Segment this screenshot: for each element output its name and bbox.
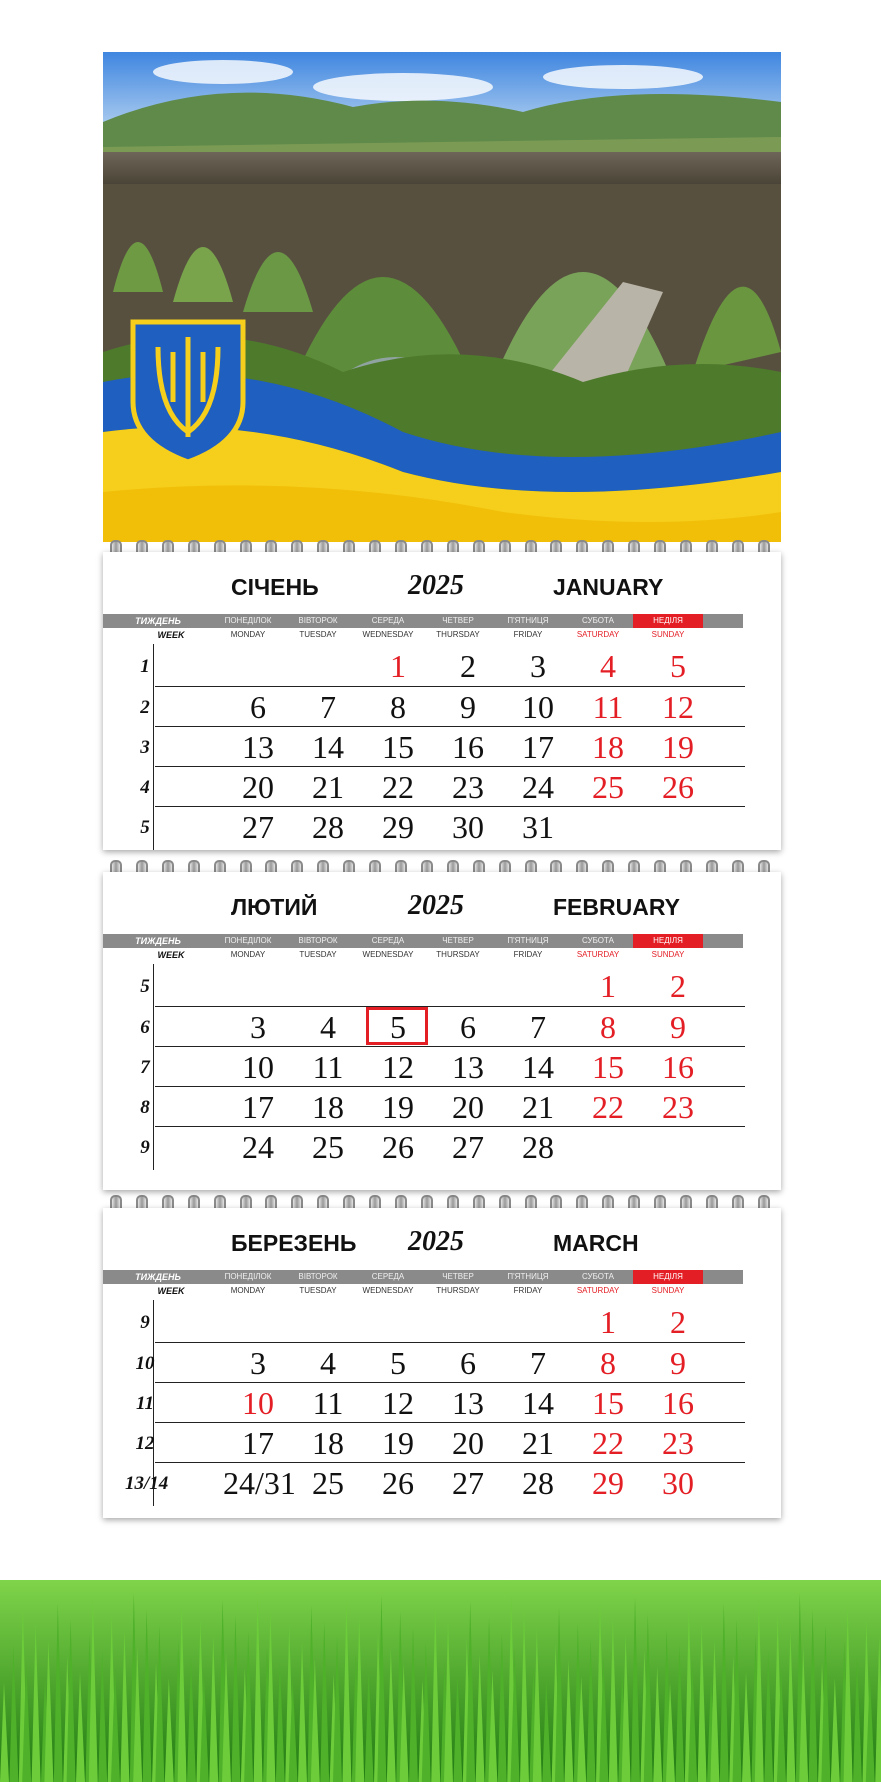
week-number: 3 [140,737,150,758]
weekday-uk: ПОНЕДІЛОК [224,1272,272,1281]
day-number: 3 [530,648,546,684]
weekday-uk: П'ЯТНИЦЯ [507,616,549,625]
day-cell [573,807,643,847]
week-number: 7 [140,1057,150,1078]
day-number: 25 [312,1129,344,1165]
weekday-uk: СУБОТА [582,936,614,945]
month-panel-march [103,1208,781,1518]
day-number: 2 [670,968,686,1004]
day-number: 9 [460,689,476,725]
day-cell [223,1047,293,1087]
week-row [136,1382,745,1422]
day-number: 28 [522,1465,554,1501]
weekday-uk: ЧЕТВЕР [442,936,474,945]
weekday-en: WEDNESDAY [362,630,414,639]
month-year: 2025 [408,1226,464,1257]
day-cell [433,1423,503,1463]
weekday-en: SATURDAY [576,1286,620,1295]
weekday-uk: СУБОТА [582,616,614,625]
day-number: 16 [662,1385,694,1421]
weekday-en: SUNDAY [651,1286,685,1295]
day-cell [433,646,503,686]
day-cell [573,646,643,686]
weekday-en: MONDAY [230,950,266,959]
day-cell [503,727,573,767]
landscape-illustration [103,52,781,542]
week-row [140,766,745,806]
week-label-en: WEEK [157,630,185,640]
day-number: 10 [242,1049,274,1085]
weekday-en: WEDNESDAY [362,1286,414,1295]
day-number: 6 [460,1345,476,1381]
day-cell [643,1463,713,1503]
week-label-en: WEEK [157,1286,185,1296]
day-number: 22 [382,769,414,805]
day-number: 23 [662,1425,694,1461]
weekday-uk: П'ЯТНИЦЯ [507,1272,549,1281]
day-number: 27 [452,1465,484,1501]
day-number: 23 [452,769,484,805]
day-number: 10 [242,1385,274,1421]
month-name-en: MARCH [553,1230,639,1256]
day-cell [223,1087,293,1127]
day-number: 17 [522,729,554,765]
day-cell [573,767,643,807]
day-number: 23 [662,1089,694,1125]
weekday-uk: ЧЕТВЕР [442,1272,474,1281]
day-cell [503,646,573,686]
day-number: 3 [250,1345,266,1381]
day-number: 1 [600,1304,616,1340]
weekday-uk: ВІВТОРОК [298,936,338,945]
day-number: 17 [242,1089,274,1125]
day-cell [293,1087,363,1127]
day-number: 11 [312,1049,344,1085]
day-cell [293,807,363,847]
day-number: 15 [592,1049,624,1085]
day-number: 8 [390,689,406,725]
day-cell [293,727,363,767]
day-number: 2 [670,1304,686,1340]
weekday-uk: П'ЯТНИЦЯ [507,936,549,945]
day-number: 5 [390,1009,406,1045]
day-number: 26 [382,1129,414,1165]
weekday-en: SATURDAY [576,950,620,959]
day-number: 8 [600,1009,616,1045]
weekday-en: WEDNESDAY [362,950,414,959]
day-cell [573,727,643,767]
day-cell [503,1343,573,1383]
weekday-header-uk [103,934,743,948]
week-row [140,1046,745,1086]
day-number: 11 [312,1385,344,1421]
day-cell [293,1423,363,1463]
day-cell [573,1047,643,1087]
week-number: 11 [136,1393,154,1414]
day-cell [223,1302,293,1342]
day-cell [363,1423,433,1463]
weekday-en: TUESDAY [299,1286,337,1295]
day-cell [293,767,363,807]
weekday-en: THURSDAY [436,1286,480,1295]
day-number: 24/31 [223,1465,296,1501]
day-cell [223,767,293,807]
weekday-en: FRIDAY [513,630,543,639]
weekday-uk: НЕДІЛЯ [633,1270,703,1284]
week-row [140,966,745,1006]
day-number: 15 [382,729,414,765]
day-cell [363,1047,433,1087]
day-cell [643,1343,713,1383]
day-cell [643,807,713,847]
day-number: 28 [312,809,344,845]
day-number: 13 [242,729,274,765]
day-number: 18 [312,1425,344,1461]
day-cell [503,1383,573,1423]
day-cell [293,1302,363,1342]
weekday-en: TUESDAY [299,630,337,639]
week-number: 5 [140,976,150,997]
day-number: 1 [390,648,406,684]
day-number: 6 [250,689,266,725]
weekday-uk: СЕРЕДА [371,936,405,945]
week-number: 13/14 [125,1473,169,1494]
day-cell [433,1302,503,1342]
day-number: 18 [592,729,624,765]
weekday-en: SATURDAY [576,630,620,639]
day-number: 29 [382,809,414,845]
day-number: 27 [452,1129,484,1165]
day-cell [223,1007,293,1047]
weekday-en: SUNDAY [651,950,685,959]
day-number: 7 [320,689,336,725]
day-number: 9 [670,1009,686,1045]
day-cell [573,687,643,727]
day-number: 7 [530,1345,546,1381]
grass-decoration [0,1500,881,1782]
weekday-en: MONDAY [230,630,266,639]
day-number: 31 [522,809,554,845]
day-number: 12 [382,1049,414,1085]
day-cell [223,1127,293,1167]
day-cell [503,966,573,1006]
day-cell [293,1383,363,1423]
day-cell [643,1047,713,1087]
day-number: 27 [242,809,274,845]
week-row [135,1422,745,1462]
day-cell [433,966,503,1006]
week-number: 5 [140,817,150,838]
day-cell [223,1463,296,1503]
weekday-uk: ВІВТОРОК [298,1272,338,1281]
day-cell [363,1007,433,1047]
day-number: 20 [242,769,274,805]
day-number: 5 [390,1345,406,1381]
week-number: 6 [140,1017,150,1038]
day-cell [363,1343,433,1383]
week-number: 9 [140,1312,150,1333]
day-number: 21 [312,769,344,805]
week-row [140,1086,745,1126]
weekday-en: FRIDAY [513,950,543,959]
day-cell [363,1127,433,1167]
week-label-uk: ТИЖДЕНЬ [135,936,181,946]
day-number: 28 [522,1129,554,1165]
weekday-header-en [103,950,743,962]
week-row [140,1302,745,1342]
day-cell [293,646,363,686]
day-number: 1 [600,968,616,1004]
month-name-en: JANUARY [553,574,664,600]
day-cell [503,1007,573,1047]
day-cell [363,767,433,807]
day-cell [503,1087,573,1127]
day-number: 12 [662,689,694,725]
day-number: 11 [592,689,624,725]
day-cell [503,1463,573,1503]
day-cell [573,1127,643,1167]
day-cell [433,727,503,767]
week-number: 8 [140,1097,150,1118]
day-cell [433,1087,503,1127]
grass-illustration [0,1500,881,1782]
day-cell [433,1383,503,1423]
weekday-header-uk [103,614,743,628]
day-number: 21 [522,1425,554,1461]
day-cell [363,1383,433,1423]
day-cell [573,1302,643,1342]
trident-coat-of-arms-icon [133,322,243,462]
day-cell [293,966,363,1006]
day-cell [363,966,433,1006]
day-number: 13 [452,1049,484,1085]
day-cell [503,687,573,727]
day-number: 16 [452,729,484,765]
day-cell [223,1343,293,1383]
weekday-uk: НЕДІЛЯ [633,934,703,948]
weekday-en: TUESDAY [299,950,337,959]
day-cell [643,727,713,767]
day-number: 7 [530,1009,546,1045]
day-number: 14 [522,1049,554,1085]
weekday-header-en [103,1286,743,1298]
day-cell [573,1463,643,1503]
day-cell [643,1127,713,1167]
highlighted-day-frame [366,1007,428,1045]
day-cell [363,807,433,847]
day-number: 26 [382,1465,414,1501]
day-number: 22 [592,1089,624,1125]
day-cell [503,1423,573,1463]
day-cell [643,1383,713,1423]
day-number: 24 [242,1129,274,1165]
day-cell [293,687,363,727]
month-name-uk: ЛЮТИЙ [231,894,318,920]
day-cell [223,687,293,727]
day-number: 18 [312,1089,344,1125]
day-number: 26 [662,769,694,805]
day-number: 12 [382,1385,414,1421]
day-cell [643,1302,713,1342]
day-cell [573,1087,643,1127]
day-number: 25 [312,1465,344,1501]
day-cell [503,807,573,847]
day-cell [363,1463,433,1503]
day-number: 4 [320,1345,336,1381]
day-cell [643,966,713,1006]
weekday-en: MONDAY [230,1286,266,1295]
day-cell [363,1302,433,1342]
day-cell [433,1047,503,1087]
month-name-en: FEBRUARY [553,894,680,920]
day-cell [293,1047,363,1087]
day-cell [643,646,713,686]
day-cell [573,1423,643,1463]
day-number: 20 [452,1425,484,1461]
weekday-en: FRIDAY [513,1286,543,1295]
day-cell [433,767,503,807]
day-cell [223,1383,293,1423]
day-cell [223,1423,293,1463]
day-number: 29 [592,1465,624,1501]
week-row [140,646,745,686]
day-number: 14 [522,1385,554,1421]
day-number: 6 [460,1009,476,1045]
day-cell [363,687,433,727]
weekday-header-uk [103,1270,743,1284]
week-row [125,1462,745,1502]
weekday-uk: НЕДІЛЯ [633,614,703,628]
day-number: 30 [662,1465,694,1501]
day-cell [503,1127,573,1167]
day-number: 4 [320,1009,336,1045]
week-row [140,806,745,846]
weekday-uk: СЕРЕДА [371,1272,405,1281]
day-cell [293,1007,363,1047]
day-cell [433,1127,503,1167]
day-number: 15 [592,1385,624,1421]
day-cell [573,966,643,1006]
month-name-uk: СІЧЕНЬ [231,574,319,600]
day-cell [293,1463,363,1503]
month-name-uk: БЕРЕЗЕНЬ [231,1230,357,1256]
weekday-uk: СУБОТА [582,1272,614,1281]
weekday-en: THURSDAY [436,950,480,959]
day-number: 14 [312,729,344,765]
day-cell [643,687,713,727]
day-number: 2 [460,648,476,684]
day-cell [223,727,293,767]
week-label-uk: ТИЖДЕНЬ [135,616,181,626]
day-number: 8 [600,1345,616,1381]
weekday-uk: СЕРЕДА [371,616,405,625]
day-number: 24 [522,769,554,805]
day-number: 13 [452,1385,484,1421]
day-cell [363,646,433,686]
day-cell [503,1047,573,1087]
month-panel-january [103,552,781,850]
week-row [135,1342,745,1382]
day-cell [643,1007,713,1047]
weekday-en: THURSDAY [436,630,480,639]
day-cell [433,1007,503,1047]
day-cell [223,966,293,1006]
weekday-uk: ЧЕТВЕР [442,616,474,625]
day-number: 3 [250,1009,266,1045]
day-number: 16 [662,1049,694,1085]
week-row [140,726,745,766]
day-cell [223,807,293,847]
day-number: 5 [670,648,686,684]
month-year: 2025 [408,570,464,601]
day-number: 22 [592,1425,624,1461]
day-number: 30 [452,809,484,845]
day-cell [643,1087,713,1127]
day-number: 19 [382,1425,414,1461]
month-year: 2025 [408,890,464,921]
day-cell [363,727,433,767]
day-number: 4 [600,648,616,684]
month-panel-february [103,872,781,1190]
weekday-uk: ВІВТОРОК [298,616,338,625]
day-cell [433,1463,503,1503]
day-cell [433,807,503,847]
week-number: 12 [135,1433,155,1454]
day-cell [573,1343,643,1383]
weekday-header-en [103,630,743,642]
day-number: 10 [522,689,554,725]
week-number: 2 [140,697,150,718]
day-cell [643,767,713,807]
day-number: 25 [592,769,624,805]
day-cell [293,1127,363,1167]
day-cell [223,646,293,686]
week-number: 9 [140,1137,150,1158]
week-row [140,686,745,726]
week-row [140,1126,745,1166]
day-cell [433,1343,503,1383]
weekday-uk: ПОНЕДІЛОК [224,936,272,945]
day-number: 19 [382,1089,414,1125]
day-cell [433,687,503,727]
day-cell [503,767,573,807]
day-cell [573,1383,643,1423]
week-row [140,1006,745,1046]
day-cell [293,1343,363,1383]
day-cell [363,1087,433,1127]
day-number: 17 [242,1425,274,1461]
week-number: 1 [140,656,150,677]
week-label-en: WEEK [157,950,185,960]
day-cell [503,1302,573,1342]
week-label-uk: ТИЖДЕНЬ [135,1272,181,1282]
day-number: 21 [522,1089,554,1125]
week-number: 10 [135,1353,155,1374]
week-number: 4 [140,777,150,798]
day-cell [643,1423,713,1463]
day-number: 19 [662,729,694,765]
day-number: 20 [452,1089,484,1125]
weekday-uk: ПОНЕДІЛОК [224,616,272,625]
day-cell [573,1007,643,1047]
weekday-en: SUNDAY [651,630,685,639]
day-number: 9 [670,1345,686,1381]
header-photo [103,52,781,542]
